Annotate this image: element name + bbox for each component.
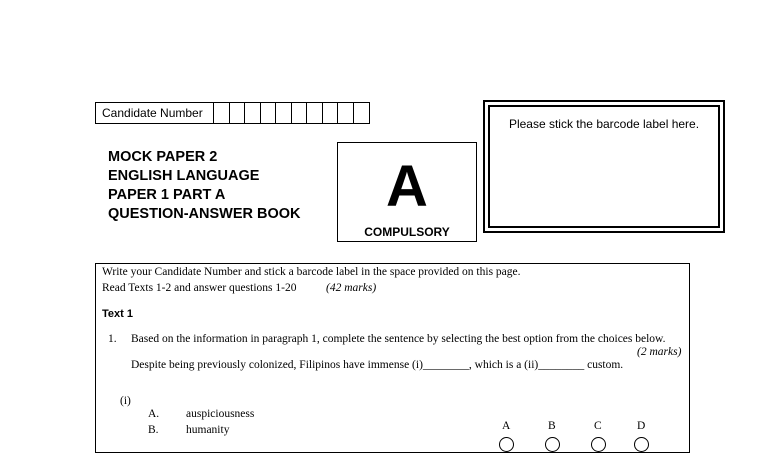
answer-letter: D — [637, 420, 646, 432]
section-box — [337, 142, 477, 242]
paper-title — [108, 148, 301, 224]
answer-bubble-c[interactable] — [591, 437, 606, 452]
paper-title-line: PAPER 1 PART A — [108, 187, 226, 203]
instruction-marks: (42 marks) — [326, 282, 377, 294]
candidate-digit-box[interactable] — [323, 103, 339, 123]
question-marks: (2 marks) — [637, 346, 682, 358]
option-letter: A. — [148, 408, 160, 420]
question-frame — [95, 263, 690, 453]
section-label: COMPULSORY — [364, 225, 450, 239]
text-heading: Text 1 — [102, 308, 133, 320]
candidate-digit-box[interactable] — [245, 103, 261, 123]
candidate-digit-box[interactable] — [292, 103, 308, 123]
candidate-digit-box[interactable] — [230, 103, 246, 123]
question-sentence: Despite being previously colonized, Filipinos have immense (i)________, which is a (ii)________ custom. — [131, 359, 624, 371]
candidate-number-label: Candidate Number — [96, 103, 214, 123]
part-label: (i) — [120, 395, 131, 407]
barcode-inner-frame — [488, 105, 720, 228]
answer-bubble-b[interactable] — [545, 437, 560, 452]
instruction-line-1: Write your Candidate Number and stick a barcode label in the space provided on this page. — [102, 266, 521, 278]
candidate-digit-box[interactable] — [276, 103, 292, 123]
question-prompt: Based on the information in paragraph 1, complete the sentence by selecting the best option from the choices below. — [131, 333, 666, 345]
instruction-line-2: Read Texts 1-2 and answer questions 1-20 — [102, 282, 297, 294]
candidate-digit-box[interactable] — [307, 103, 323, 123]
question-number: 1. — [108, 333, 117, 345]
section-letter: A — [386, 154, 428, 219]
option-letter: B. — [148, 424, 159, 436]
answer-bubble-a[interactable] — [499, 437, 514, 452]
answer-letter: C — [594, 420, 602, 432]
barcode-area — [483, 100, 725, 233]
paper-title-line: ENGLISH LANGUAGE — [108, 168, 260, 184]
answer-bubble-d[interactable] — [634, 437, 649, 452]
answer-letter: B — [548, 420, 556, 432]
option-text: auspiciousness — [186, 408, 255, 420]
candidate-digit-box[interactable] — [214, 103, 230, 123]
barcode-instruction: Please stick the barcode label here. — [508, 117, 700, 131]
candidate-number-field[interactable] — [95, 102, 370, 124]
paper-title-line: QUESTION-ANSWER BOOK — [108, 206, 301, 222]
candidate-digit-box[interactable] — [338, 103, 354, 123]
candidate-digit-box[interactable] — [354, 103, 370, 123]
candidate-digit-box[interactable] — [261, 103, 277, 123]
paper-title-line: MOCK PAPER 2 — [108, 149, 218, 165]
answer-letter: A — [502, 420, 511, 432]
option-text: humanity — [186, 424, 230, 436]
